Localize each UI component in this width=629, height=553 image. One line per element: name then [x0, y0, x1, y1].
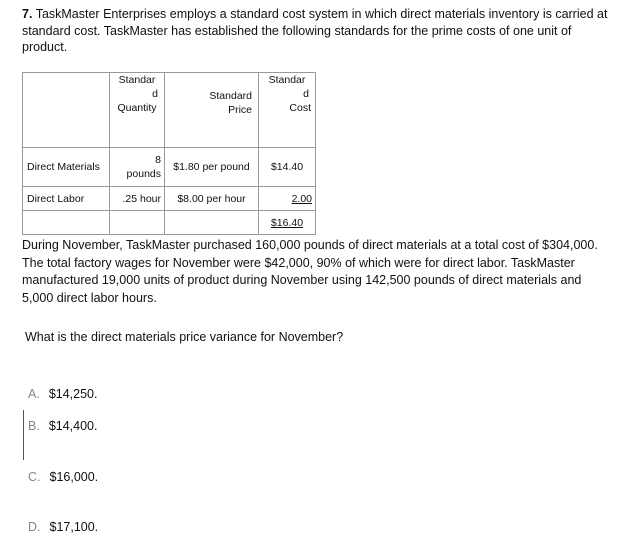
standards-table	[22, 72, 316, 235]
header-standard-quantity	[110, 73, 165, 148]
header-text: Standar	[268, 74, 306, 86]
question-number: 7.	[22, 7, 33, 21]
option-letter: A.	[28, 387, 40, 401]
option-d[interactable]	[28, 520, 98, 534]
header-text: d	[152, 88, 158, 100]
header-text: Standar	[118, 74, 156, 86]
price-cell: $8.00 per hour	[165, 187, 259, 211]
scenario-text: During November, TaskMaster purchased 160,000 pounds of direct materials at a total cost of $304,000. The total factory wages for November were $42,000, 90% of which were for direct labor. TaskMaster manufactured 19,000 units of product during November using 142,500 pounds of direct materials and 5,000 direct labor hours.	[22, 238, 598, 305]
header-empty-cell	[23, 73, 110, 148]
total-value: $16.40	[270, 216, 304, 229]
quantity-value: 8	[155, 154, 161, 166]
empty-cell	[23, 211, 110, 235]
header-standard-price	[165, 73, 259, 148]
option-b[interactable]	[28, 419, 97, 433]
option-letter: D.	[28, 520, 41, 534]
option-text: $14,250.	[48, 387, 98, 401]
quantity-cell	[110, 148, 165, 187]
question-body: TaskMaster Enterprises employs a standard cost system in which direct materials inventory is carried at standard cost. TaskMaster has established the following standards for the prime costs of one unit of product.	[22, 7, 608, 54]
header-standard-cost	[259, 73, 316, 148]
price-cell: $1.80 per pound	[165, 148, 259, 187]
row-label: Direct Labor	[23, 187, 110, 211]
option-letter: B.	[28, 419, 40, 433]
table-row	[23, 187, 316, 211]
cost-value: 2.00	[291, 192, 312, 205]
option-text: $14,400.	[48, 419, 98, 433]
table-total-row	[23, 211, 316, 235]
empty-cell	[110, 211, 165, 235]
question-text	[22, 6, 612, 56]
header-text: Price	[228, 104, 252, 116]
row-label: Direct Materials	[23, 148, 110, 187]
cost-cell	[259, 187, 316, 211]
option-letter: C.	[28, 470, 41, 484]
cost-cell: $14.40	[259, 148, 316, 187]
header-text: Quantity	[117, 102, 157, 114]
total-cell	[259, 211, 316, 235]
header-text: Cost	[289, 102, 311, 114]
quantity-unit: pounds	[126, 168, 161, 180]
option-a[interactable]	[28, 387, 97, 401]
option-text: $16,000.	[49, 470, 99, 484]
table-row	[23, 148, 316, 187]
empty-cell	[165, 211, 259, 235]
question-prompt: What is the direct materials price variance for November?	[25, 330, 344, 344]
quantity-cell: .25 hour	[110, 187, 165, 211]
table-header-row	[23, 73, 316, 148]
selection-indicator	[23, 410, 24, 460]
option-c[interactable]	[28, 470, 98, 484]
header-text: d	[303, 88, 309, 100]
header-text: Standard	[209, 90, 252, 102]
option-text: $17,100.	[49, 520, 99, 534]
